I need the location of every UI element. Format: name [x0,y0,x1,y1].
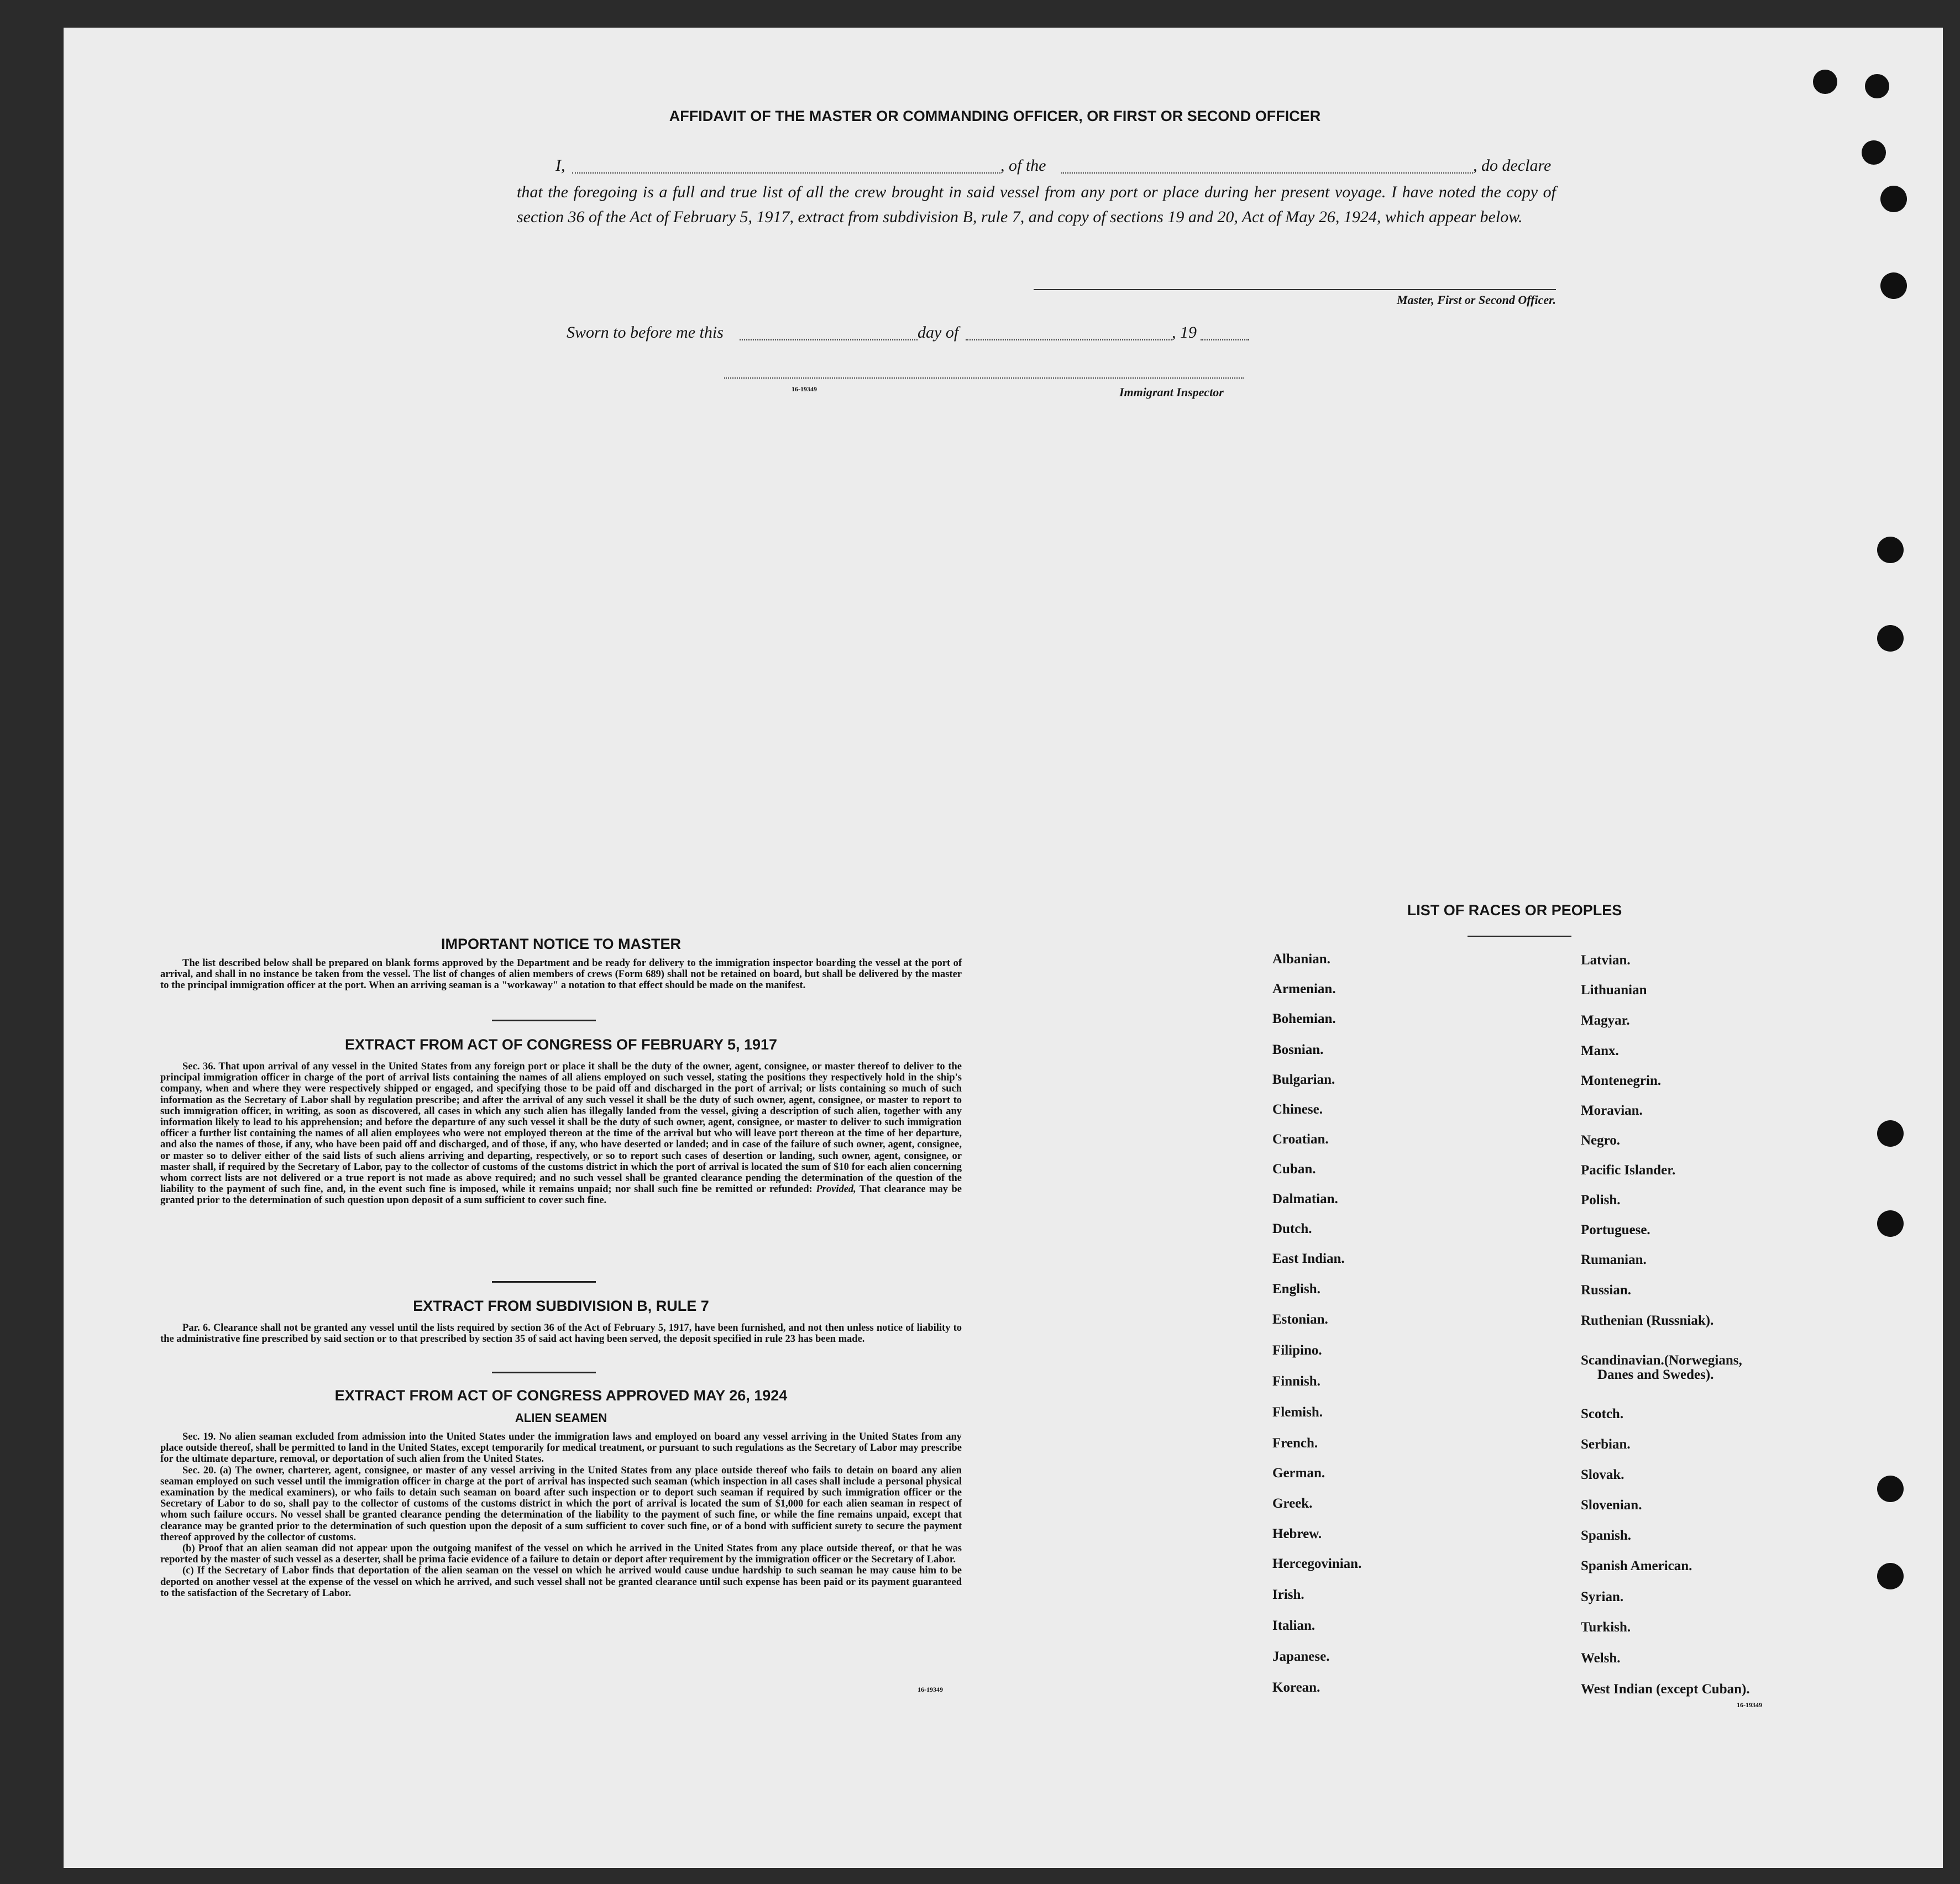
race-left-item: Bohemian. [1272,1011,1336,1026]
extract-rule7-paragraph: Par. 6. Clearance shall not be granted any vessel until the lists required by section 36 of the Act of February 5, 1917, have been furnished, and not then unless notice of liability to the administrative fine prescribed by said section or to that prescribed by section 35 of said act having been served, the deposit specified in rule 23 has been made. [160,1323,962,1345]
race-right-item: Magyar. [1581,1013,1630,1028]
affidavit-title: AFFIDAVIT OF THE MASTER OR COMMANDING OFFICER, OR FIRST OR SECOND OFFICER [669,108,1321,124]
inspector-signature-line [724,377,1244,379]
extract-1917-paragraph [160,1061,962,1206]
signature-line [1034,289,1556,290]
sworn-label: Sworn to before me this [567,323,724,342]
race-right-item: Danes and Swedes). [1597,1367,1714,1382]
extract-1924-paragraph: Sec. 19. No alien seaman excluded from admission into the United States under the immigration laws and employed on board any vessel arriving in the United States from any place outside thereof, shall be permitted to land in the United States, except temporarily for medical treatment, or pursuant to such regulations as the Secretary of Labor may prescribe for the ultimate departure, removal, or deportation of such alien from the United States. [160,1431,962,1465]
sworn-day-line [740,339,918,340]
binder-hole [1880,272,1907,299]
extract-1917-proviso-label: Provided, [816,1184,856,1195]
races-title-divider [1468,936,1571,937]
affidavit-name-line [572,172,1000,174]
races-form-number: 16-19349 [1737,1701,1762,1709]
race-right-item: Rumanian. [1581,1252,1647,1267]
race-left-item: Dutch. [1272,1221,1312,1236]
race-right-item: West Indian (except Cuban). [1581,1682,1750,1697]
race-left-item: Finnish. [1272,1374,1320,1389]
affidavit-form-number: 16-19349 [792,385,817,393]
extract-1917-body: Sec. 36. That upon arrival of any vessel in the United States from any foreign port or place it shall be the duty of the owner, agent, consignee, or master thereof to deliver to the principal immigration officer in charge of the port of arrival lists containing the names of all aliens employed on such vessel, stating the positions they respectively hold in the ship's company, when and where they were respectively shipped or engaged, and specifying those to be paid off and discharged in the port of arrival; or lists containing so much of such information as the Secretary of Labor shall by regulation prescribe; and after the arrival of any such vessel it shall be the duty of such owner, agent, consignee, or master to report to such immigration officer, in writing, as soon as discovered, all cases in which any such alien has illegally landed from the vessel, giving a description of such alien, together with any information likely to lead to his apprehension; and before the departure of any such vessel it shall be the duty of such owner, agent, consignee, or master to deliver to such immigration officer a further list containing the names of all alien employees who were not employed thereon at the time of the arrival but who will leave port thereon at the time of her departure, and also the names of those, if any, who have been paid off and discharged, and of those, if any, who have deserted or landed; and in case of the failure of such owner, agent, consignee, or master so to deliver either of the said lists of such aliens arriving and departing, respectively, or so to report such cases of desertion or landing, such owner, agent, consignee, or master shall, if required by the Secretary of Labor, pay to the collector of customs of the customs district in which the port of arrival is located the sum of $10 for each alien concerning whom correct lists are not delivered or a true report is not made as above required; and no such vessel shall be granted clearance pending the determination of the question of the liability to the payment of such fine, and, in the event such fine is imposed, while it remains unpaid; nor shall such fine be remitted or refunded: [160,1061,962,1195]
affidavit-i-label: I, [555,156,565,175]
binder-hole [1813,70,1837,94]
race-right-item: Portuguese. [1581,1222,1650,1237]
race-left-item: Flemish. [1272,1405,1323,1420]
race-left-item: French. [1272,1436,1318,1451]
extract-1924-paragraph: Sec. 20. (a) The owner, charterer, agent, consignee, or master of any vessel arriving in the United States from any place outside thereof who fails to detain on board any alien seaman employed on such vessel until the immigration officer in charge at the port of arrival has inspected such seaman (which inspection in all cases shall include a personal physical examination by the medical examiners), or who fails to detain such seaman on board after such inspection or to deport such seaman if required by such immigration officer or the Secretary of Labor to do so, shall pay to the collector of customs of the customs district in which the port of arrival is located the sum of $1,000 for each alien seaman in respect of whom such failure occurs. No vessel shall be granted clearance pending the determination of the liability to the payment of such fine, or while the fine remains unpaid, except that clearance may be granted prior to the determination of such question upon the deposit of a sum sufficient to cover such fine, or of a bond with sufficient surety to secure the payment thereof approved by the collector of customs. [160,1465,962,1543]
extract-1924-form-number: 16-19349 [918,1686,943,1693]
binder-hole [1877,625,1904,652]
race-left-item: Estonian. [1272,1312,1328,1327]
extract-1917-proviso-text: That clearance may be granted prior to the determination of such question upon deposit of a sum sufficient to cover such fine. [160,1184,962,1206]
race-left-item: Italian. [1272,1618,1316,1633]
race-left-item: Dalmatian. [1272,1192,1338,1206]
affidavit-body: that the foregoing is a full and true list of all the crew brought in said vessel from any port or place during her present voyage. I have noted the copy of section 36 of the Act of February 5, 1917, extract from subdivision B, rule 7, and copy of sections 19 and 20, Act of May 26, 1924, which appear below. [517,183,1556,226]
extract-1917-text [160,1061,962,1206]
race-left-item: Chinese. [1272,1102,1323,1117]
race-left-item: Armenian. [1272,982,1336,996]
notice-divider [492,1020,596,1021]
race-left-item: Korean. [1272,1680,1320,1695]
year-prefix-label: , 19 [1172,323,1197,342]
race-right-item: Pacific Islander. [1581,1163,1676,1178]
race-right-item: Scotch. [1581,1407,1624,1421]
binder-hole [1880,186,1907,212]
extract-1924-paragraph: (b) Proof that an alien seaman did not appear upon the outgoing manifest of the vessel on which he arrived in the United States from any place outside thereof, or that he was reported by the master of such vessel as a deserter, shall be prima facie evidence of a failure to detain or deport after requirement by the immigration officer or the Secretary of Labor. [160,1543,962,1566]
binder-hole [1877,1563,1904,1589]
extract-1917-title: EXTRACT FROM ACT OF CONGRESS OF FEBRUARY 5, 1917 [344,1036,778,1053]
signature-caption: Master, First or Second Officer. [1396,293,1556,307]
race-left-item: German. [1272,1466,1325,1481]
race-right-item: Negro. [1581,1133,1621,1148]
sworn-year-line [1201,339,1249,340]
affidavit-do-declare-label: , do declare [1473,156,1552,175]
notice-paragraph: The list described below shall be prepared on blank forms approved by the Department and be ready for delivery to the immigration inspector boarding the vessel at the port of arrival, and shall in no instance be taken from the vessel. The list of changes of alien members of crews (Form 689) shall not be retained on board, but shall be delivered by the master to the principal immigration officer at the port. When an arriving seaman is a "workaway" a notation to that effect should be made on the manifest. [160,958,962,991]
binder-hole [1877,1120,1904,1147]
sworn-month-line [966,339,1172,340]
race-right-item: Russian. [1581,1283,1632,1298]
race-left-item: Greek. [1272,1496,1313,1511]
race-left-item: Japanese. [1272,1649,1330,1664]
race-left-item: Hebrew. [1272,1526,1322,1541]
race-left-item: Irish. [1272,1587,1304,1602]
notice-title: IMPORTANT NOTICE TO MASTER [441,936,681,952]
race-left-item: Bosnian. [1272,1042,1324,1057]
extract-rule7-title: EXTRACT FROM SUBDIVISION B, RULE 7 [413,1298,709,1314]
race-left-item: Bulgarian. [1272,1072,1335,1087]
race-right-item: Turkish. [1581,1620,1631,1635]
race-left-item: Cuban. [1272,1162,1316,1177]
race-right-item: Lithuanian [1581,983,1647,998]
affidavit-of-the-label: , of the [1000,156,1046,175]
race-left-item: Filipino. [1272,1343,1322,1358]
race-right-item: Slovenian. [1581,1498,1642,1513]
inspector-caption: Immigrant Inspector [1119,385,1224,399]
binder-hole [1877,1476,1904,1502]
extract-1924-subtitle: ALIEN SEAMEN [515,1411,607,1425]
binder-hole [1862,140,1886,165]
race-right-item: Syrian. [1581,1589,1624,1604]
race-left-item: English. [1272,1282,1320,1297]
extract-rule7-divider [492,1372,596,1373]
extract-1917-divider [492,1281,596,1283]
extract-1924-title: EXTRACT FROM ACT OF CONGRESS APPROVED MAY 26, 1924 [334,1387,788,1404]
day-of-label: day of [918,323,959,342]
race-right-item: Slovak. [1581,1467,1624,1482]
race-right-item: Serbian. [1581,1437,1631,1452]
race-right-item: Spanish American. [1581,1558,1692,1573]
race-right-item: Spanish. [1581,1528,1632,1543]
race-right-item: Montenegrin. [1581,1073,1662,1088]
races-title: LIST OF RACES OR PEOPLES [1407,902,1622,919]
race-right-item: Moravian. [1581,1103,1643,1118]
race-right-item: Ruthenian (Russniak). [1581,1313,1714,1328]
extract-rule7-text [160,1323,962,1345]
binder-hole [1865,74,1889,98]
extract-1924-text [160,1431,962,1599]
race-right-item: Latvian. [1581,953,1631,968]
binder-hole [1877,1210,1904,1237]
race-right-item: Scandinavian.(Norwegians, [1581,1353,1742,1368]
affidavit-vessel-line [1061,172,1473,174]
extract-1924-paragraph: (c) If the Secretary of Labor finds that deportation of the alien seaman on the vessel on which he arrived would cause undue hardship to such seaman he may cause him to be deported on another vessel at the expense of the vessel on which he arrived, and such vessel shall not be granted clearance until such expense has been paid or its payment guaranteed to the satisfaction of the Secretary of Labor. [160,1565,962,1599]
race-left-item: Hercegovinian. [1272,1556,1362,1571]
race-right-item: Welsh. [1581,1651,1621,1666]
race-left-item: Croatian. [1272,1132,1329,1147]
race-right-item: Polish. [1581,1193,1621,1208]
race-left-item: Albanian. [1272,952,1330,967]
binder-hole [1877,537,1904,563]
race-left-item: East Indian. [1272,1251,1345,1266]
race-right-item: Manx. [1581,1043,1619,1058]
notice-text [160,958,962,991]
